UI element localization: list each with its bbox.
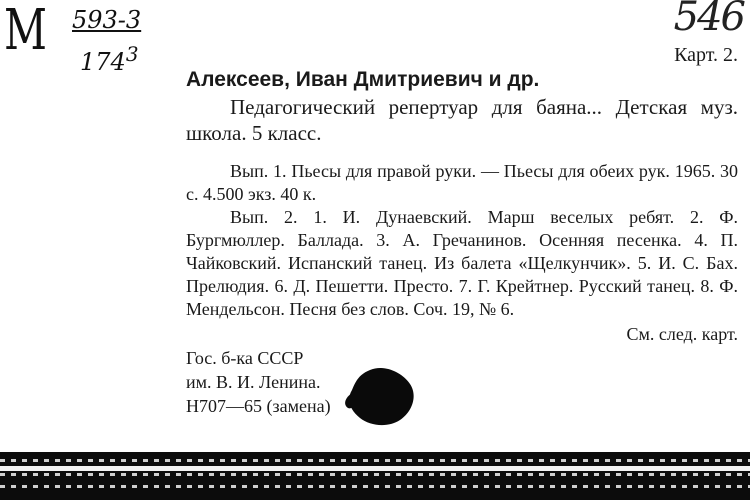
handwritten-code-bottom-main: 174 (80, 48, 126, 76)
issue-1-text: Вып. 1. Пьесы для правой руки. — Пьесы для обеих рук. 1965. 30 с. 4.500 экз. 40 к. (186, 161, 738, 204)
library-line-1: Гос. б-ка СССР (186, 348, 304, 368)
edge-perforation-row (0, 459, 750, 462)
handwritten-code-bottom-super: 3 (125, 42, 139, 66)
edge-perforation-row (0, 485, 750, 488)
scanner-edge-strip (0, 452, 750, 500)
library-line-2: им. В. И. Ленина. (186, 372, 321, 392)
title-text: Педагогический репертуар для баяна... Детская муз. школа. 5 класс. (186, 95, 738, 145)
library-block (186, 346, 331, 418)
handwritten-letter: М (4, 0, 46, 63)
ink-stain-icon (340, 366, 418, 426)
library-line-3: Н707—65 (замена) (186, 396, 331, 416)
author-heading: Алексеев, Иван Дмитриевич и др. (186, 68, 540, 91)
handwritten-code-bottom (80, 42, 139, 76)
see-next-card: См. след. карт. (626, 324, 738, 344)
handwritten-corner-number: 546 (673, 0, 744, 40)
edge-light-line (0, 466, 750, 471)
handwritten-code-top: 593-3 (72, 6, 142, 34)
card-number: Карт. 2. (674, 44, 738, 66)
issue-2-text: Вып. 2. 1. И. Дунаевский. Марш веселых ребят. 2. Ф. Бургмюллер. Баллада. 3. А. Гречанинов. Осенняя песенка. 4. П. Чайковский. Испанский танец. Из балета «Щелкунчик». 5. И. С. Бах. Прелюдия. 6. Д. Пешетти. Престо. 7. Г. Крейтнер. Русский танец. 8. Ф. Мендельсон. Песня без слов. Соч. 19, № 6. (186, 207, 738, 319)
edge-perforation-row (0, 473, 750, 476)
